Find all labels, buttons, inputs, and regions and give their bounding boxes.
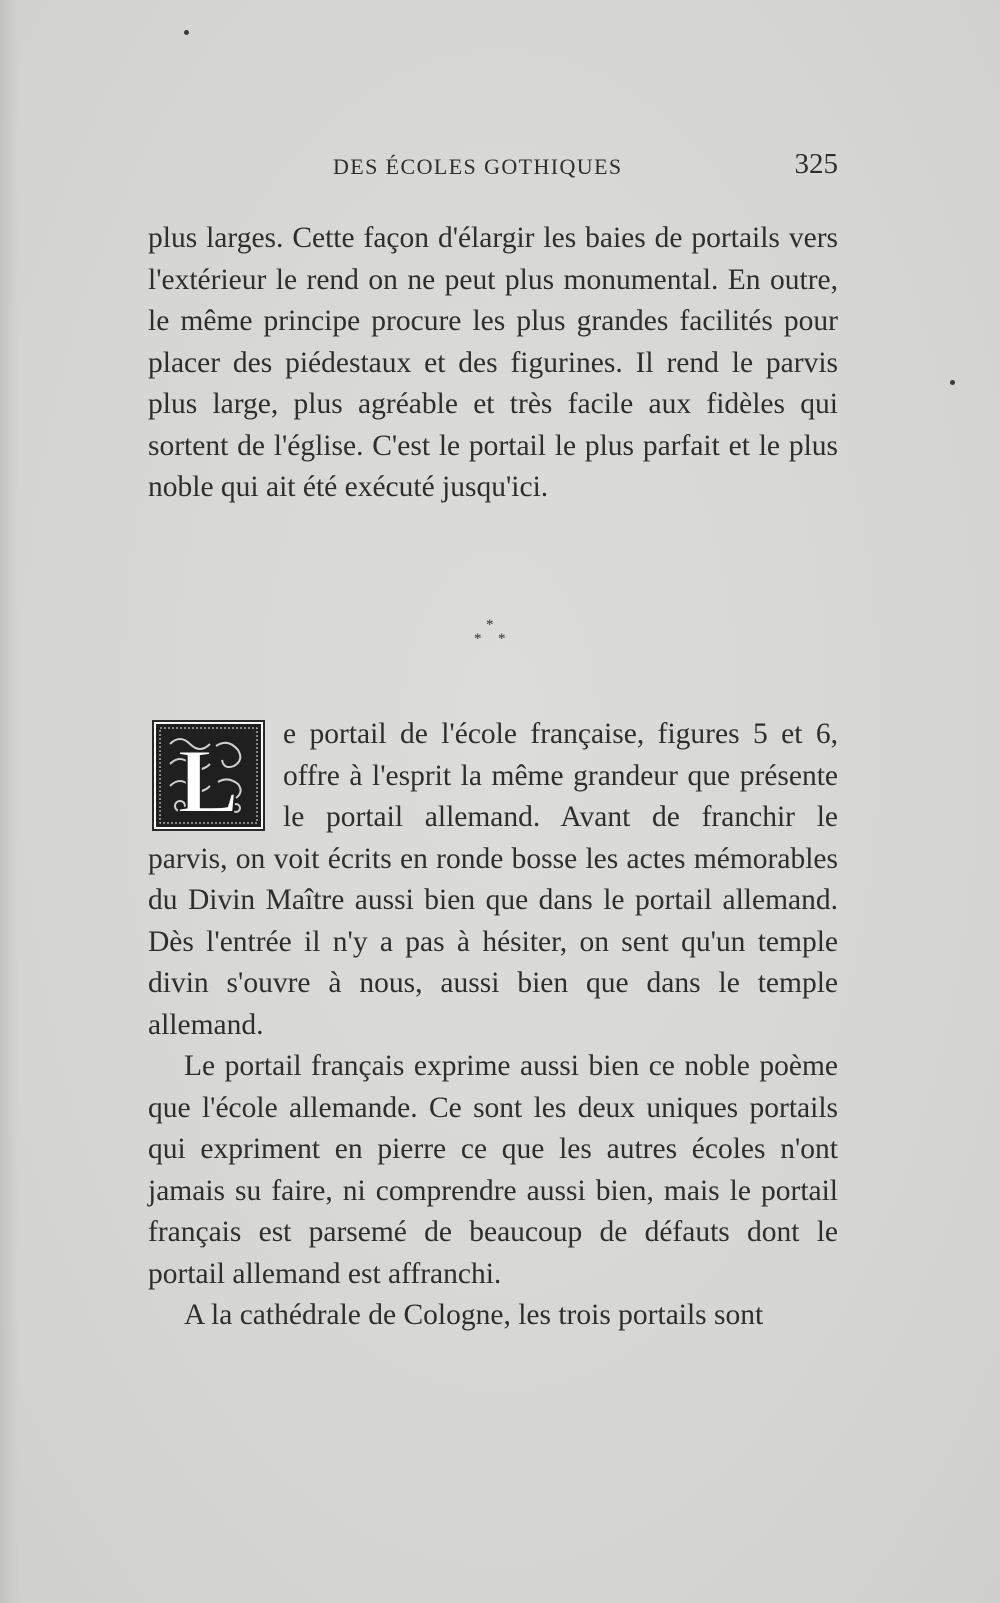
running-head [150, 148, 838, 184]
ornamental-dropcap [152, 720, 265, 831]
running-title: DES ÉCOLES GOTHIQUES [333, 154, 623, 179]
paragraph-1: plus larges. Cette façon d'élargir les baies de portails vers l'extérieur le rend on ne peut plus monumental. En outre, le même principe procure les plus grandes facilités pour placer des piédestaux et des figurines. Il rend le parvis plus large, plus agréable et très facile aux fidèles qui sortent de l'église. C'est le portail le plus parfait et le plus noble qui ait été exécuté jusqu'ici. [148, 222, 838, 503]
asterism-star-right: * [498, 631, 506, 647]
page-edge-shadow [0, 0, 18, 1603]
paragraph-2: e portail de l'école française, figures 5 et 6, offre à l'esprit la même grandeur que présente le portail allemand. Avant de franchir le parvis, on voit écrits en ronde bosse les actes mémorables du Divin Maître aussi bien que dans le portail allemand. Dès l'entrée il n'y a pas à hésiter, on sent qu'un temple divin s'ouvre à nous, aussi bien que dans le temple allemand. [148, 718, 838, 1041]
asterism-star-top: * [486, 617, 494, 633]
dropcap-letter: L [177, 730, 239, 827]
paragraph-4: A la cathédrale de Cologne, les trois portails sont [184, 1299, 764, 1331]
ink-speck [950, 380, 955, 385]
asterism-star-left: * [474, 631, 482, 647]
section-2 [148, 714, 838, 1337]
page-number: 325 [794, 148, 838, 180]
dropcap-ornament-icon [156, 724, 261, 827]
asterism [470, 618, 520, 654]
paragraph-3: Le portail français exprime aussi bien ce noble poème que l'école allemande. Ce sont les deux uniques portails qui expriment en pierre ce que les autres écoles n'ont jamais su faire, ni comprendre aussi bien, mais le portail français est parsemé de beaucoup de défauts dont le portail allemand est affranchi. [148, 1050, 838, 1290]
ink-speck [184, 30, 189, 35]
